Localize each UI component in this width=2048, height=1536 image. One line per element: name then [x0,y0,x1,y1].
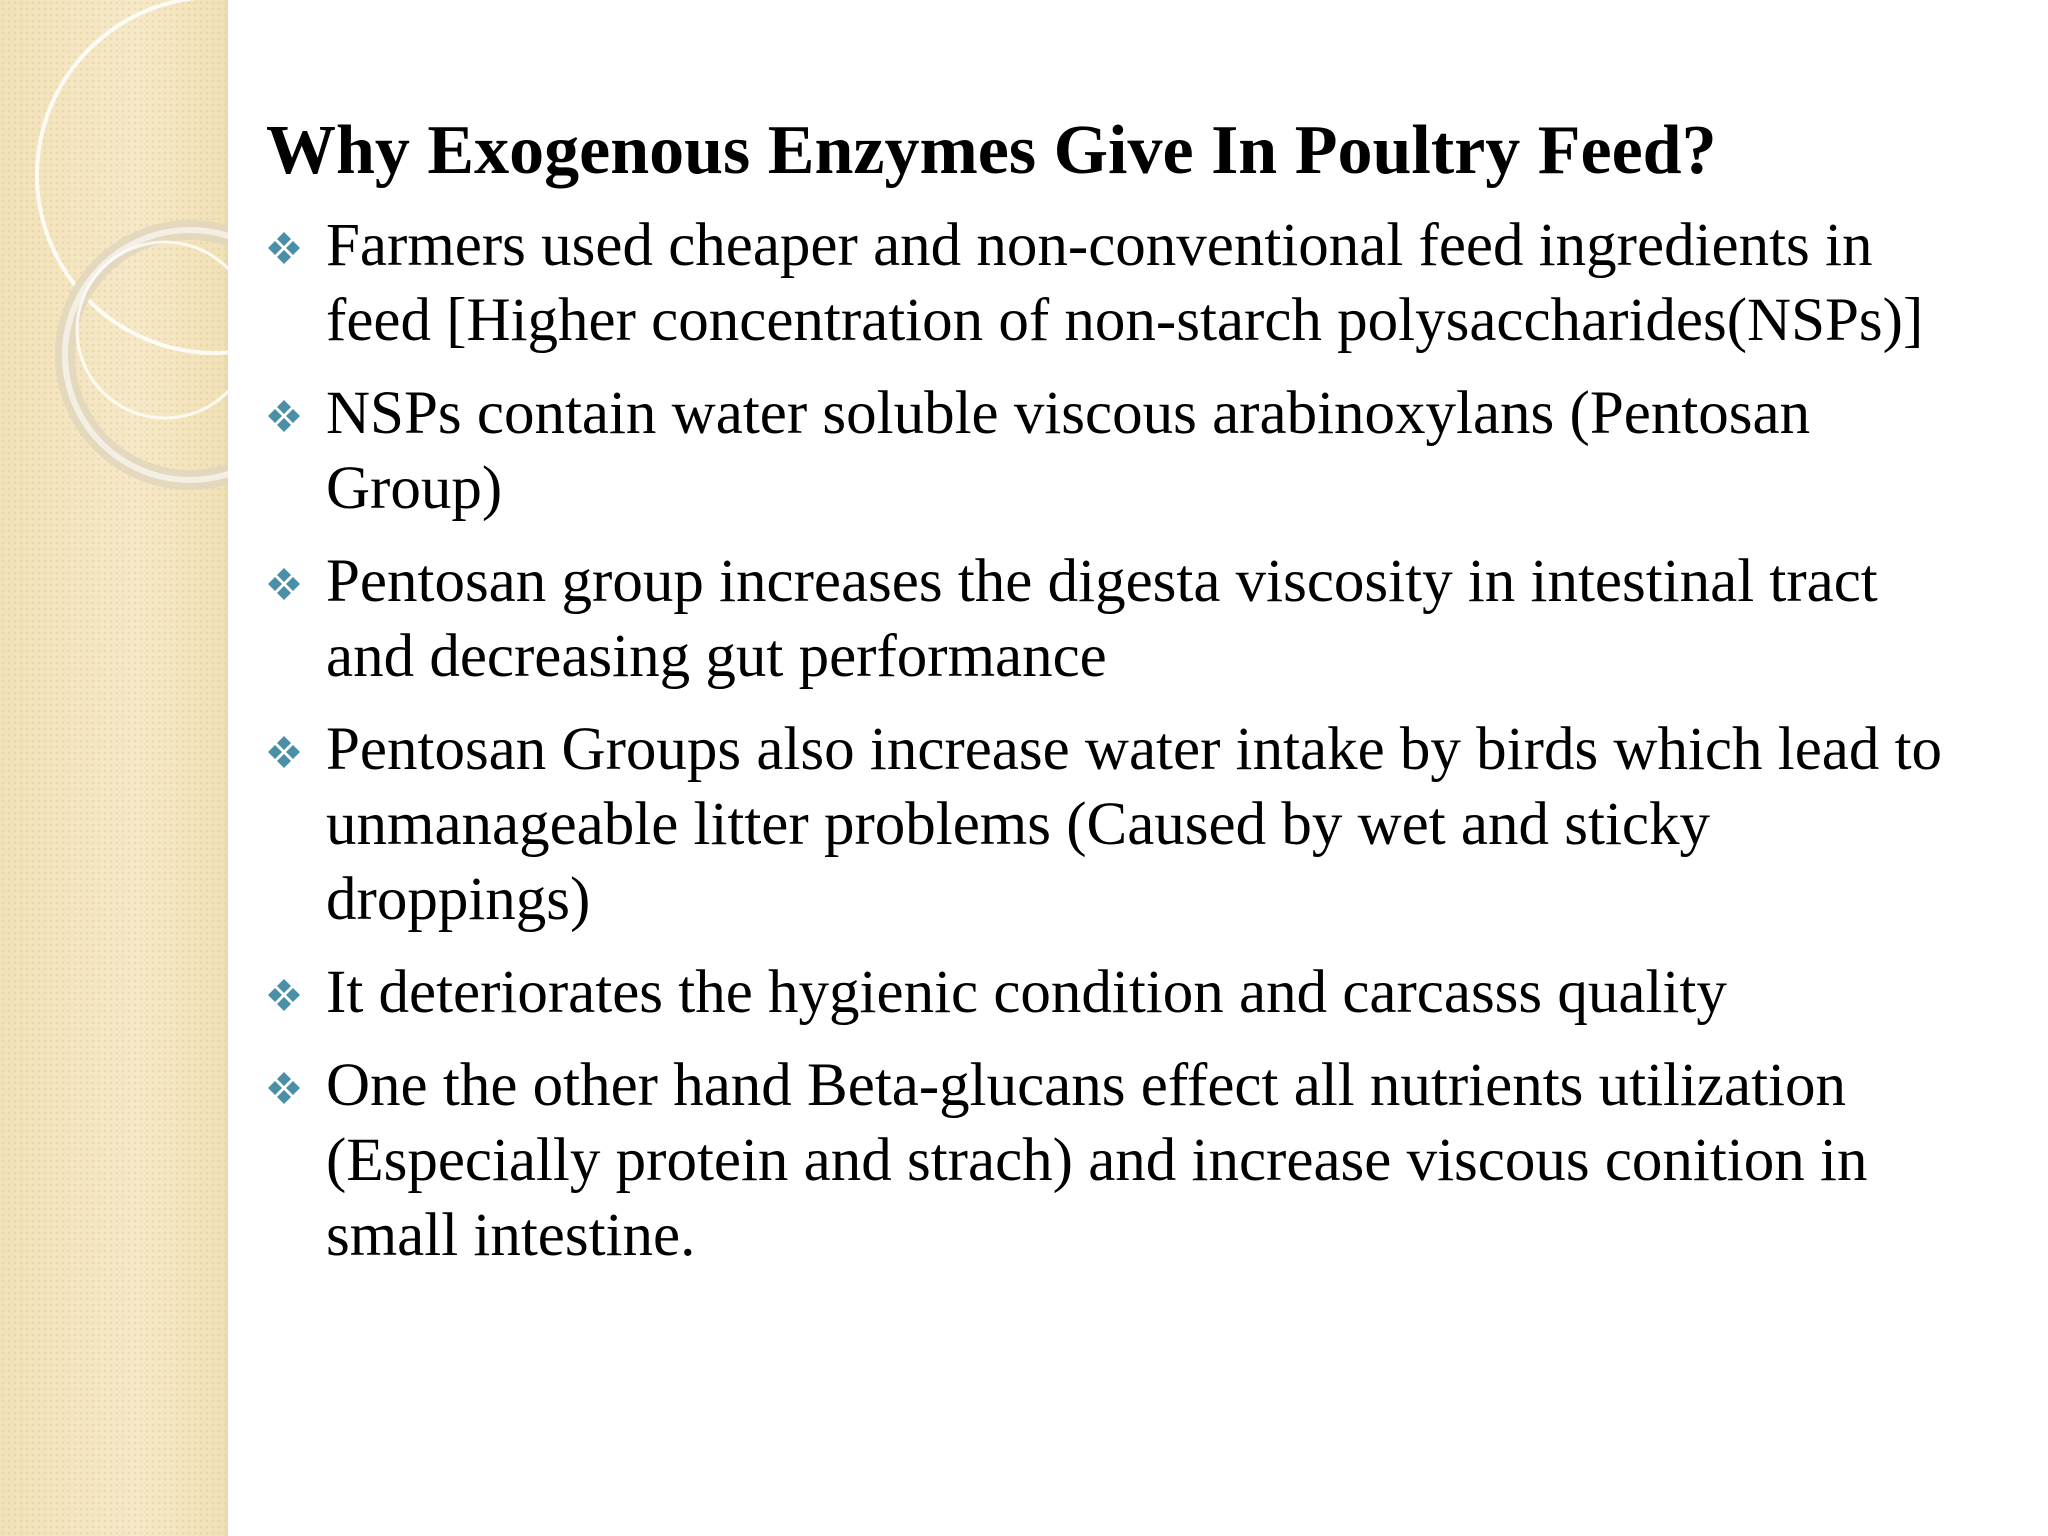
bullet-item [262,544,1962,694]
bullet-item [262,208,1962,358]
decorative-side-panel [0,0,228,1536]
four-diamond-bullet-icon [264,228,304,268]
bullet-item [262,376,1962,526]
bullet-list [262,208,1962,1273]
bullet-text: NSPs contain water soluble viscous arabinoxylans (Pentosan Group) [326,380,1811,522]
four-diamond-bullet-icon [264,975,304,1015]
bullet-item [262,712,1962,937]
slide-title: Why Exogenous Enzymes Give In Poultry Feed? [266,112,1717,189]
decorative-rings-icon [0,0,228,620]
bullet-text: Farmers used cheaper and non-conventional feed ingredients in feed [Higher concentration of non-starch polysaccharides(NSPs)] [326,212,1924,354]
four-diamond-bullet-icon [264,564,304,604]
four-diamond-bullet-icon [264,396,304,436]
bullet-text: It deteriorates the hygienic condition and carcasss quality [326,959,1727,1026]
bullet-text: Pentosan group increases the digesta viscosity in intestinal tract and decreasing gut performance [326,548,1878,690]
bullet-item [262,1048,1962,1273]
four-diamond-bullet-icon [264,732,304,772]
four-diamond-bullet-icon [264,1068,304,1108]
bullet-item [262,955,1962,1030]
bullet-text: One the other hand Beta-glucans effect all nutrients utilization (Especially protein and strach) and increase viscous conition in small intestine. [326,1052,1868,1269]
bullet-text: Pentosan Groups also increase water intake by birds which lead to unmanageable litter problems (Caused by wet and sticky droppings) [326,716,1943,933]
slide-content [262,108,1962,1291]
